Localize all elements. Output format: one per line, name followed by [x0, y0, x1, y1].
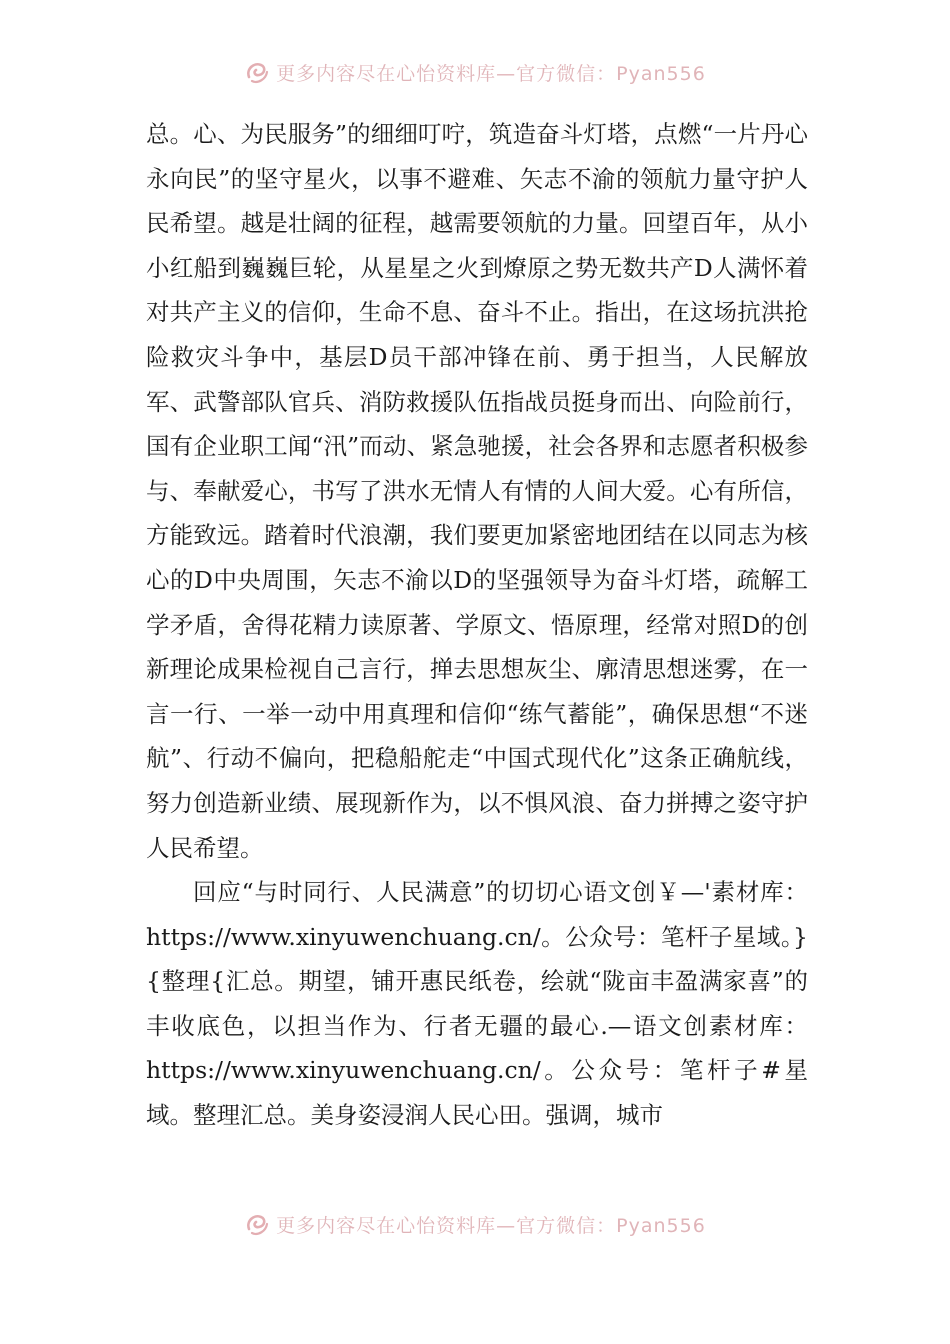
- paragraph-2: 回应“与时同行、人民满意”的切切心语文创￥—'素材库：https://www.xinyuwenchuang.cn/。公众号：笔杆子星域。}{整理{汇总。期望，铺开惠民纸卷，绘就“陇亩丰盈满家喜”的丰收底色，以担当作为、行者无疆的最心.—语文创素材库：https://www.xinyuwenchuang.cn/。公众号：笔杆子#星域。整理汇总。美身姿浸润人民心田。强调，城市: [146, 878, 808, 1130]
- page-footer-banner: [0, 1204, 950, 1244]
- document-body: [146, 112, 808, 1138]
- footer-banner-text: 更多内容尽在心怡资料库—官方微信：Pyan556: [276, 1214, 706, 1237]
- page-header-banner: [0, 52, 950, 92]
- swirl-logo-icon: [244, 59, 270, 85]
- swirl-logo-icon: [244, 1211, 270, 1237]
- paragraph-1: 总。心、为民服务”的细细叮咛，筑造奋斗灯塔，点燃“一片丹心永向民”的坚守星火，以事不避难、矢志不渝的领航力量守护人民希望。越是壮阔的征程，越需要领航的力量。回望百年，从小小红船到巍巍巨轮，从星星之火到燎原之势无数共产D人满怀着对共产主义的信仰，生命不息、奋斗不止。指出，在这场抗洪抢险救灾斗争中，基层D员干部冲锋在前、勇于担当，人民解放军、武警部队官兵、消防救援队伍指战员挺身而出、向险前行，国有企业职工闻“汛”而动、紧急驰援，社会各界和志愿者积极参与、奉献爱心，书写了洪水无情人有情的人间大爱。心有所信，方能致远。踏着时代浪潮，我们要更加紧密地团结在以同志为核心的D中央周围，矢志不渝以D的坚强领导为奋斗灯塔，疏解工学矛盾，舍得花精力读原著、学原文、悟原理，经常对照D的创新理论成果检视自己言行，掸去思想灰尘、廓清思想迷雾，在一言一行、一举一动中用真理和信仰“练气蓄能”，确保思想“不迷航”、行动不偏向，把稳船舵走“中国式现代化”这条正确航线，努力创造新业绩、展现新作为，以不惧风浪、奋力拼搏之姿守护人民希望。: [146, 120, 808, 862]
- header-banner-text: 更多内容尽在心怡资料库—官方微信：Pyan556: [276, 62, 706, 85]
